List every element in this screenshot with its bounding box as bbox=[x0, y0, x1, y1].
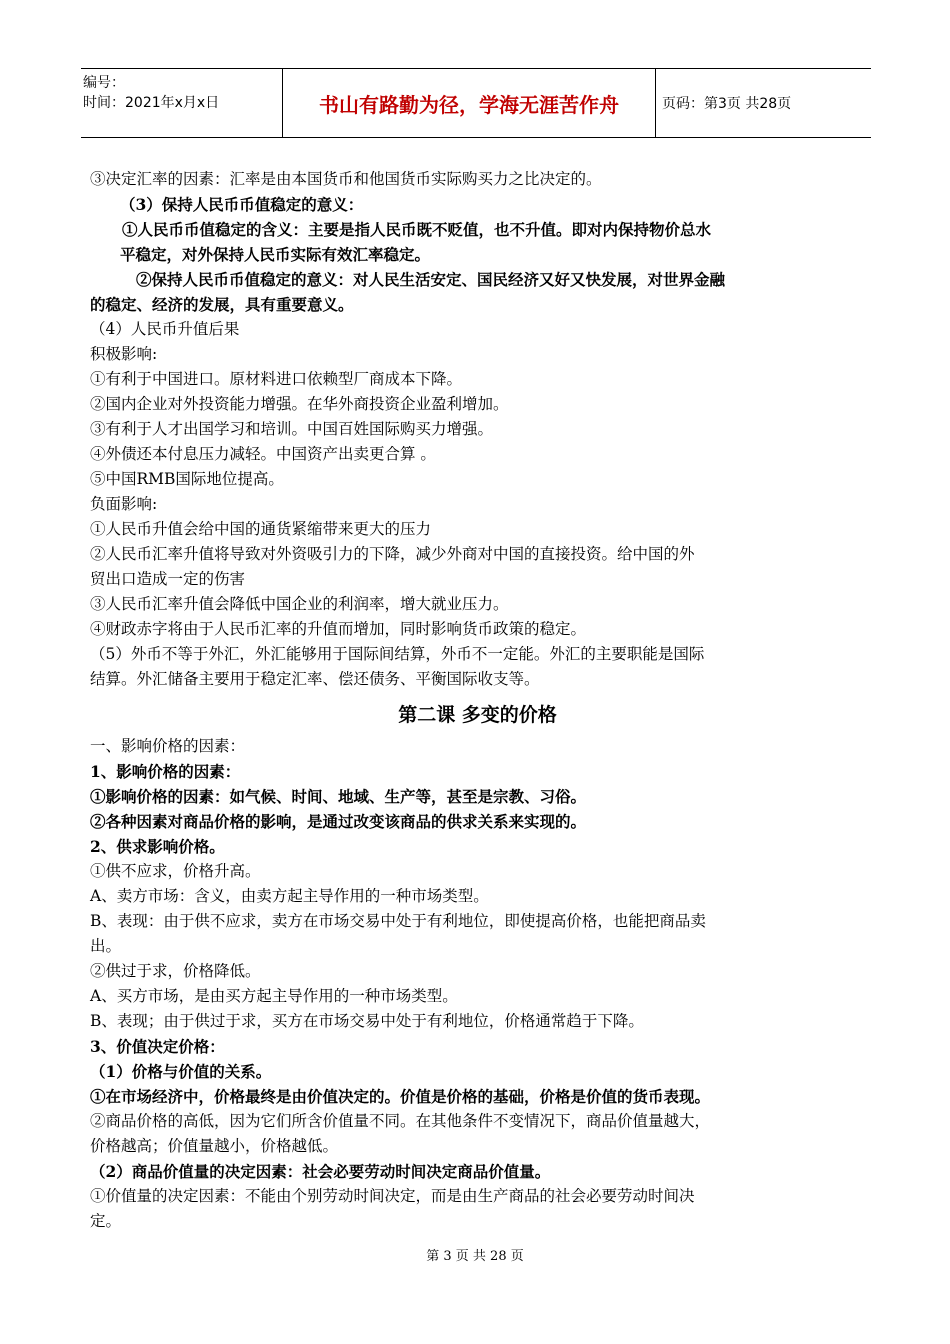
paragraph: 定。 bbox=[90, 1212, 122, 1230]
paragraph: ③人民币汇率升值会降低中国企业的利润率，增大就业压力。 bbox=[90, 595, 509, 613]
paragraph: B、表现：由于供不应求，卖方在市场交易中处于有利地位，即使提高价格，也能把商品卖 bbox=[90, 912, 706, 930]
header-meta bbox=[81, 69, 283, 137]
paragraph: （4）人民币升值后果 bbox=[90, 320, 240, 338]
paragraph: ①供不应求，价格升高。 bbox=[90, 862, 261, 880]
paragraph: A、卖方市场：含义，由卖方起主导作用的一种市场类型。 bbox=[90, 887, 489, 905]
section-exchange-rate bbox=[90, 167, 865, 692]
paragraph: B、表现；由于供过于求，买方在市场交易中处于有利地位，价格通常趋于下降。 bbox=[90, 1012, 644, 1030]
paragraph: 价格越高；价值量越小，价格越低。 bbox=[90, 1137, 339, 1155]
paragraph: ⑤中国RMB国际地位提高。 bbox=[90, 470, 284, 488]
paragraph: 平稳定，对外保持人民币实际有效汇率稳定。 bbox=[120, 245, 431, 264]
paragraph: 负面影响: bbox=[90, 495, 158, 513]
paragraph: 结算。外汇储备主要用于稳定汇率、偿还债务、平衡国际收支等。 bbox=[90, 670, 540, 688]
paragraph: ②供过于求，价格降低。 bbox=[90, 962, 261, 980]
paragraph: ②保持人民币币值稳定的意义：对人民生活安定、国民经济又好又快发展，对世界金融 bbox=[136, 270, 726, 289]
paragraph: ①在市场经济中，价格最终是由价值决定的。价值是价格的基础，价格是价值的货币表现。 bbox=[90, 1087, 711, 1106]
serial-label: 编号： bbox=[83, 75, 125, 91]
paragraph: ①影响价格的因素：如气候、时间、地域、生产等，甚至是宗教、习俗。 bbox=[90, 787, 587, 806]
section-price bbox=[90, 734, 865, 1234]
paragraph: ④财政赤字将由于人民币汇率的升值而增加，同时影响货币政策的稳定。 bbox=[90, 620, 587, 638]
paragraph: 出。 bbox=[90, 937, 122, 955]
section-title: 第二课 多变的价格 bbox=[398, 704, 557, 726]
page-header bbox=[81, 68, 871, 138]
paragraph: ②商品价格的高低，因为它们所含价值量不同。在其他条件不变情况下，商品价值量越大， bbox=[90, 1112, 711, 1130]
paragraph: 3、价值决定价格： bbox=[90, 1037, 225, 1056]
paragraph: 积极影响: bbox=[90, 345, 158, 363]
paragraph: ③决定汇率的因素：汇率是由本国货币和他国货币实际购买力之比决定的。 bbox=[90, 170, 602, 188]
paragraph: A、买方市场，是由买方起主导作用的一种市场类型。 bbox=[90, 987, 458, 1005]
paragraph: ③有利于人才出国学习和培训。中国百姓国际购买力增强。 bbox=[90, 420, 494, 438]
paragraph: 的稳定、经济的发展，具有重要意义。 bbox=[90, 295, 354, 314]
paragraph: ①人民币升值会给中国的通货紧缩带来更大的压力 bbox=[90, 520, 432, 538]
paragraph: （2）商品价值量的决定因素：社会必要劳动时间决定商品价值量。 bbox=[90, 1162, 551, 1181]
time-label: 时间：2021年x月x日 bbox=[83, 95, 220, 111]
paragraph: ①人民币币值稳定的含义：主要是指人民币既不贬值，也不升值。即对内保持物价总水 bbox=[122, 220, 712, 239]
paragraph: （5）外币不等于外汇，外汇能够用于国际间结算，外币不一定能。外汇的主要职能是国际 bbox=[90, 645, 705, 663]
paragraph: ②国内企业对外投资能力增强。在华外商投资企业盈利增加。 bbox=[90, 395, 509, 413]
paragraph: 1、影响价格的因素： bbox=[90, 762, 241, 781]
paragraph: 贸出口造成一定的伤害 bbox=[90, 570, 246, 588]
paragraph: 2、供求影响价格。 bbox=[90, 837, 225, 856]
paragraph: ①价值量的决定因素：不能由个别劳动时间决定，而是由生产商品的社会必要劳动时间决 bbox=[90, 1187, 695, 1205]
paragraph: ④外债还本付息压力减轻。中国资产出卖更合算 。 bbox=[90, 445, 436, 463]
page-footer: 第 3 页 共 28 页 bbox=[426, 1249, 524, 1264]
document-body bbox=[90, 167, 865, 1234]
paragraph: 一、影响价格的因素： bbox=[90, 737, 246, 755]
header-motto: 书山有路勤为径，学海无涯苦作舟 bbox=[283, 69, 656, 137]
paragraph: （3）保持人民币币值稳定的意义： bbox=[120, 195, 364, 214]
paragraph: ②人民币汇率升值将导致对外资吸引力的下降，减少外商对中国的直接投资。给中国的外 bbox=[90, 545, 695, 563]
paragraph: ①有利于中国进口。原材料进口依赖型厂商成本下降。 bbox=[90, 370, 463, 388]
paragraph: （1）价格与价值的关系。 bbox=[90, 1062, 272, 1081]
paragraph: ②各种因素对商品价格的影响，是通过改变该商品的供求关系来实现的。 bbox=[90, 812, 587, 831]
header-page-label: 页码：第3页 共28页 bbox=[662, 96, 792, 112]
